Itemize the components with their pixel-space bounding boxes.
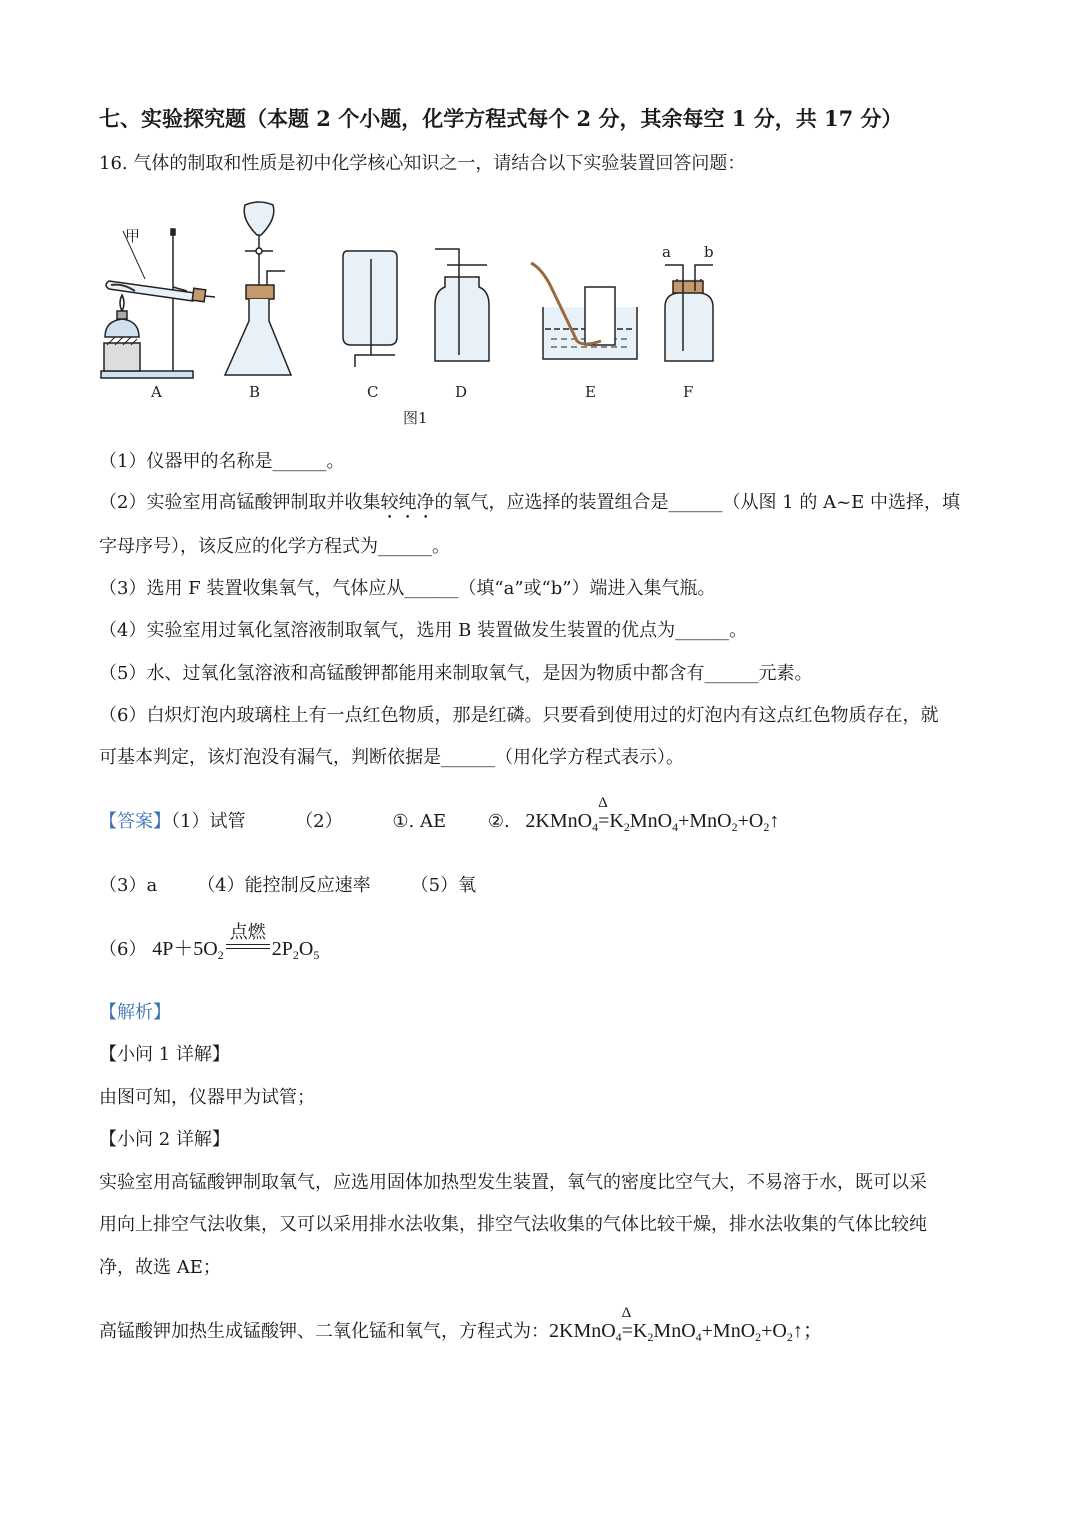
question-1: （1）仪器甲的名称是______。 xyxy=(99,451,345,472)
apparatus-figure xyxy=(95,195,735,435)
analysis-tag: 【解析】 xyxy=(99,1002,171,1023)
question-4: （4）实验室用过氧化氢溶液制取氧气，选用 B 装置做发生装置的优点为______。 xyxy=(99,620,748,641)
equation-kmno4: 2KMnO$_4$ Δ $=K_2MnO_4+MnO_2+O_2↑$ xyxy=(525,795,780,834)
label-f: F xyxy=(683,383,694,401)
label-b: B xyxy=(249,383,261,401)
question-2-line-2: 字母序号），该反应的化学方程式为______。 xyxy=(99,536,450,557)
figure-caption: 图1 xyxy=(403,409,428,427)
sub1-title: 【小问 1 详解】 xyxy=(99,1044,230,1065)
emphasis-text: 较纯净 xyxy=(380,492,435,513)
label-e: E xyxy=(585,383,596,401)
answer-tag: 【答案】 xyxy=(99,811,171,832)
answer-line-3: （6） $4P+5O_2$ 点燃 $2P_2O_5$ xyxy=(99,922,320,962)
question-intro: 16. 气体的制取和性质是初中化学核心知识之一，请结合以下实验装置回答问题： xyxy=(99,153,746,174)
apparatus-b-icon xyxy=(225,202,291,375)
apparatus-f-icon xyxy=(665,265,713,361)
sub2-line-3: 净，故选 AE； xyxy=(99,1257,221,1278)
question-6-line-1: （6）白炽灯泡内玻璃柱上有一点红色物质，那是红磷。只要看到使用过的灯泡内有这点红色物质存在，就 xyxy=(99,705,939,726)
port-b-label: b xyxy=(704,243,714,261)
sub2-line-4: 高锰酸钾加热生成锰酸钾、二氧化锰和氧气，方程式为：2KMnO$_4$ Δ $=K_2MnO_4+MnO_2+O_2↑$； xyxy=(99,1305,823,1344)
apparatus-a-icon xyxy=(101,229,215,378)
answer-line-2: （3）a （4）能控制反应速率 （5）氧 xyxy=(99,875,477,896)
apparatus-c-icon xyxy=(343,251,397,367)
sub2-line-1: 实验室用高锰酸钾制取氧气，应选用固体加热型发生装置，氧气的密度比空气大，不易溶于水，既可以采 xyxy=(99,1172,927,1193)
label-d: D xyxy=(455,383,468,401)
question-6-line-2: 可基本判定，该灯泡没有漏气，判断依据是______（用化学方程式表示）。 xyxy=(99,747,684,768)
sub1-text: 由图可知，仪器甲为试管； xyxy=(99,1087,315,1108)
question-2-line-1: （2）实验室用高锰酸钾制取并收集较纯净的氧气，应选择的装置组合是______（从图 1 的 A~E 中选择，填 xyxy=(99,492,961,513)
question-3: （3）选用 F 装置收集氧气，气体应从______（填“a”或“b”）端进入集气瓶。 xyxy=(99,578,716,599)
sub2-line-2: 用向上排空气法收集，又可以采用排水法收集，排空气法收集的气体比较干燥，排水法收集的气体比较纯 xyxy=(99,1214,927,1235)
question-5: （5）水、过氧化氢溶液和高锰酸钾都能用来制取氧气，是因为物质中都含有______元素。 xyxy=(99,663,813,684)
apparatus-d-icon xyxy=(435,249,489,361)
label-a: A xyxy=(151,383,162,401)
sub2-title: 【小问 2 详解】 xyxy=(99,1129,230,1150)
equation-phosphorus: $4P+5O_2$ 点燃 $2P_2O_5$ xyxy=(152,922,320,962)
label-c: C xyxy=(367,383,379,401)
label-jia: 甲 xyxy=(125,227,141,245)
section-title: 七、实验探究题（本题 2 个小题，化学方程式每个 2 分，其余每空 1 分，共 17 分） xyxy=(99,106,903,131)
answer-line-1: 【答案】（1）试管 （2） ①. AE ②. 2KMnO$_4$ Δ $=K_2MnO_4+MnO_2+O_2↑$ xyxy=(99,795,780,834)
apparatus-e-icon xyxy=(531,263,637,359)
equation-kmno4-analysis: 2KMnO$_4$ Δ $=K_2MnO_4+MnO_2+O_2↑$； xyxy=(549,1305,823,1344)
port-a-label: a xyxy=(662,243,671,261)
